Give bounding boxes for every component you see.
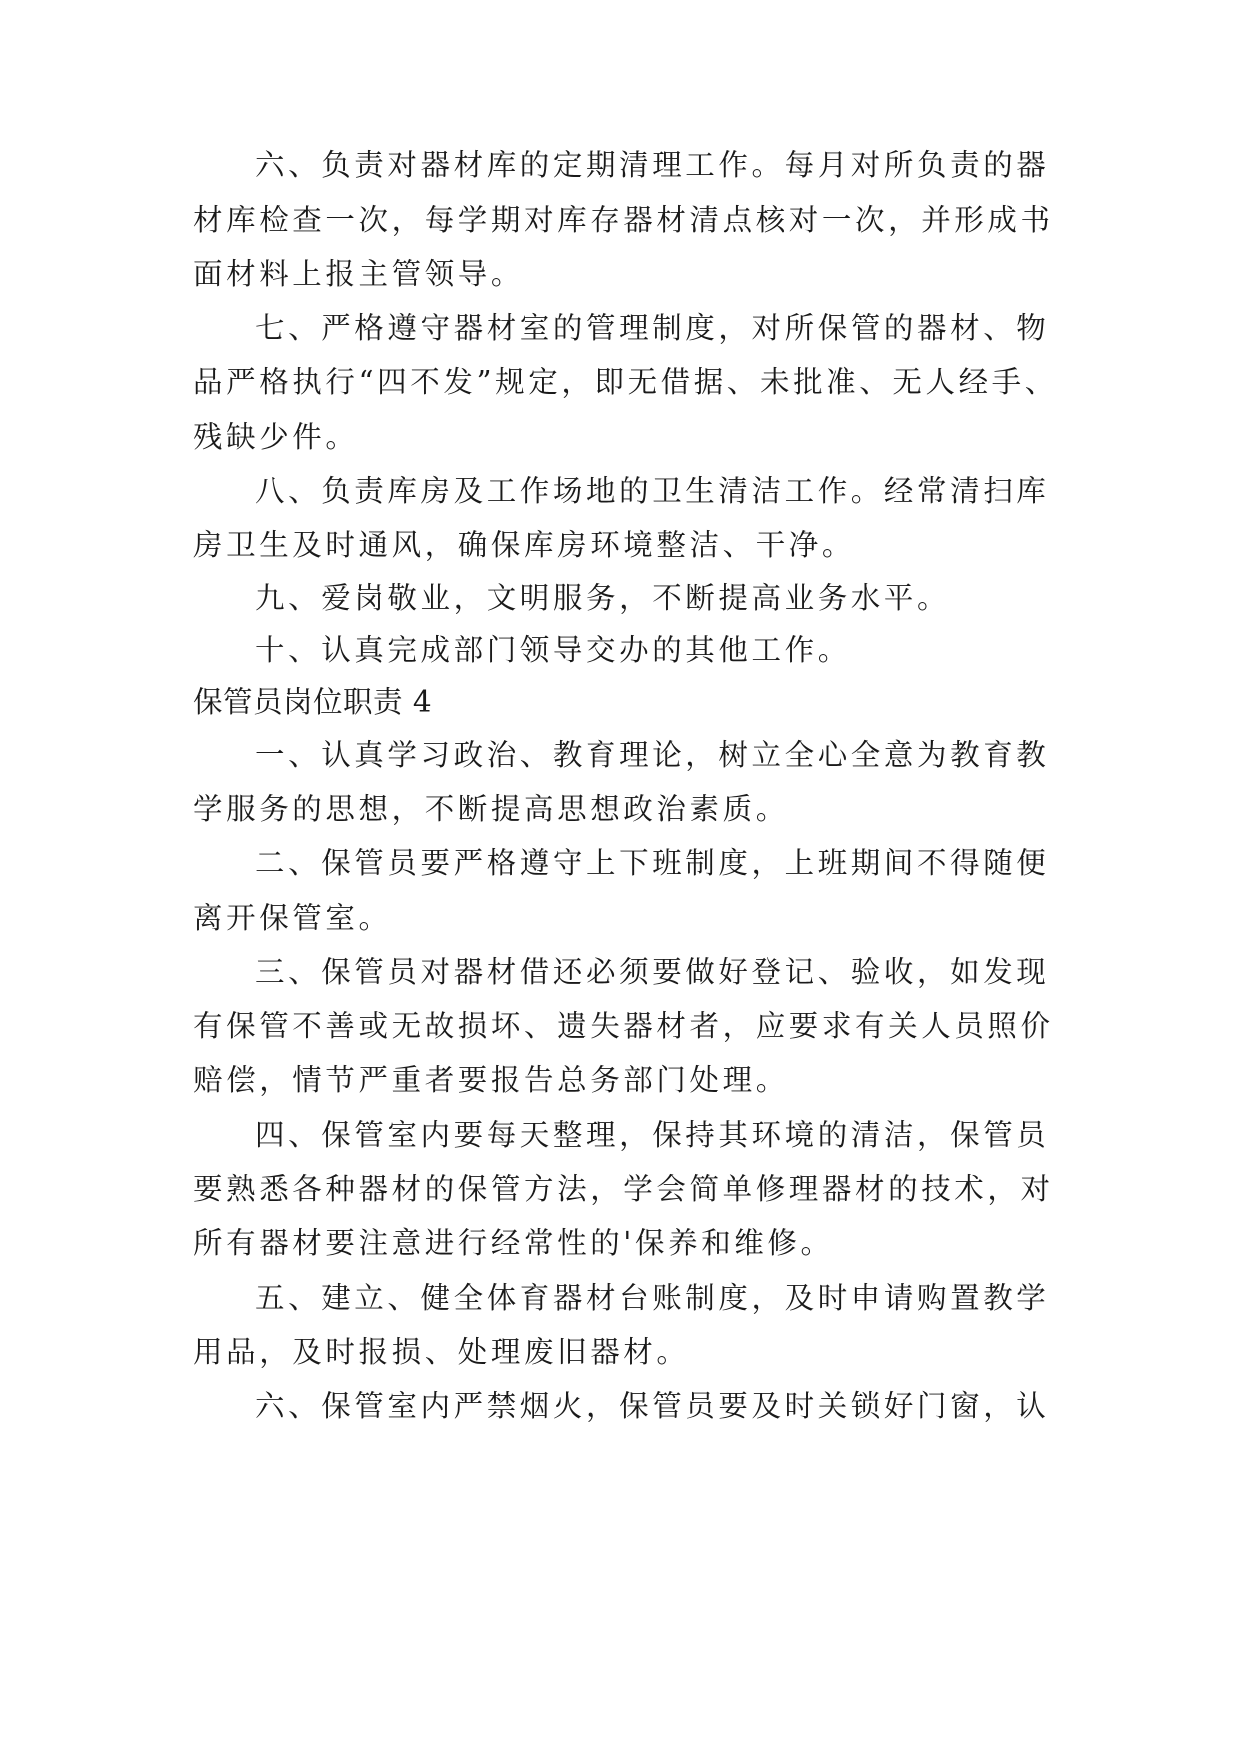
paragraph-line: 十、认真完成部门领导交办的其他工作。	[255, 633, 851, 667]
paragraph-line: 赔偿，情节严重者要报告总务部门处理。	[193, 1063, 789, 1097]
paragraph-line: 五、建立、健全体育器材台账制度，及时申请购置教学	[255, 1281, 1050, 1315]
paragraph-line: 一、认真学习政治、教育理论，树立全心全意为教育教	[255, 738, 1050, 772]
paragraph-line: 房卫生及时通风，确保库房环境整洁、干净。	[193, 528, 856, 562]
paragraph-line: 七、严格遵守器材室的管理制度，对所保管的器材、物	[255, 311, 1050, 345]
paragraph-line: 品严格执行“四不发”规定，即无借据、未批准、无人经手、	[193, 365, 1058, 399]
paragraph-line: 有保管不善或无故损坏、遗失器材者，应要求有关人员照价	[193, 1009, 1054, 1043]
paragraph-line: 残缺少件。	[193, 420, 359, 454]
paragraph-line: 面材料上报主管领导。	[193, 257, 525, 291]
paragraph-line: 用品，及时报损、处理废旧器材。	[193, 1335, 690, 1369]
paragraph-line: 所有器材要注意进行经常性的'保养和维修。	[193, 1226, 834, 1260]
paragraph-line: 三、保管员对器材借还必须要做好登记、验收，如发现	[255, 955, 1050, 989]
paragraph-line: 六、保管室内严禁烟火，保管员要及时关锁好门窗，认	[255, 1389, 1050, 1423]
paragraph-line: 六、负责对器材库的定期清理工作。每月对所负责的器	[255, 148, 1050, 182]
paragraph-line: 二、保管员要严格遵守上下班制度，上班期间不得随便	[255, 846, 1050, 880]
paragraph-line: 离开保管室。	[193, 901, 392, 935]
paragraph-line: 四、保管室内要每天整理，保持其环境的清洁，保管员	[255, 1118, 1050, 1152]
paragraph-line: 材库检查一次，每学期对库存器材清点核对一次，并形成书	[193, 203, 1054, 237]
paragraph-line: 学服务的思想，不断提高思想政治素质。	[193, 792, 789, 826]
section-heading: 保管员岗位职责 4	[193, 685, 433, 719]
paragraph-line: 九、爱岗敬业，文明服务，不断提高业务水平。	[255, 581, 951, 615]
paragraph-line: 要熟悉各种器材的保管方法，学会简单修理器材的技术，对	[193, 1172, 1054, 1206]
paragraph-line: 八、负责库房及工作场地的卫生清洁工作。经常清扫库	[255, 474, 1050, 508]
